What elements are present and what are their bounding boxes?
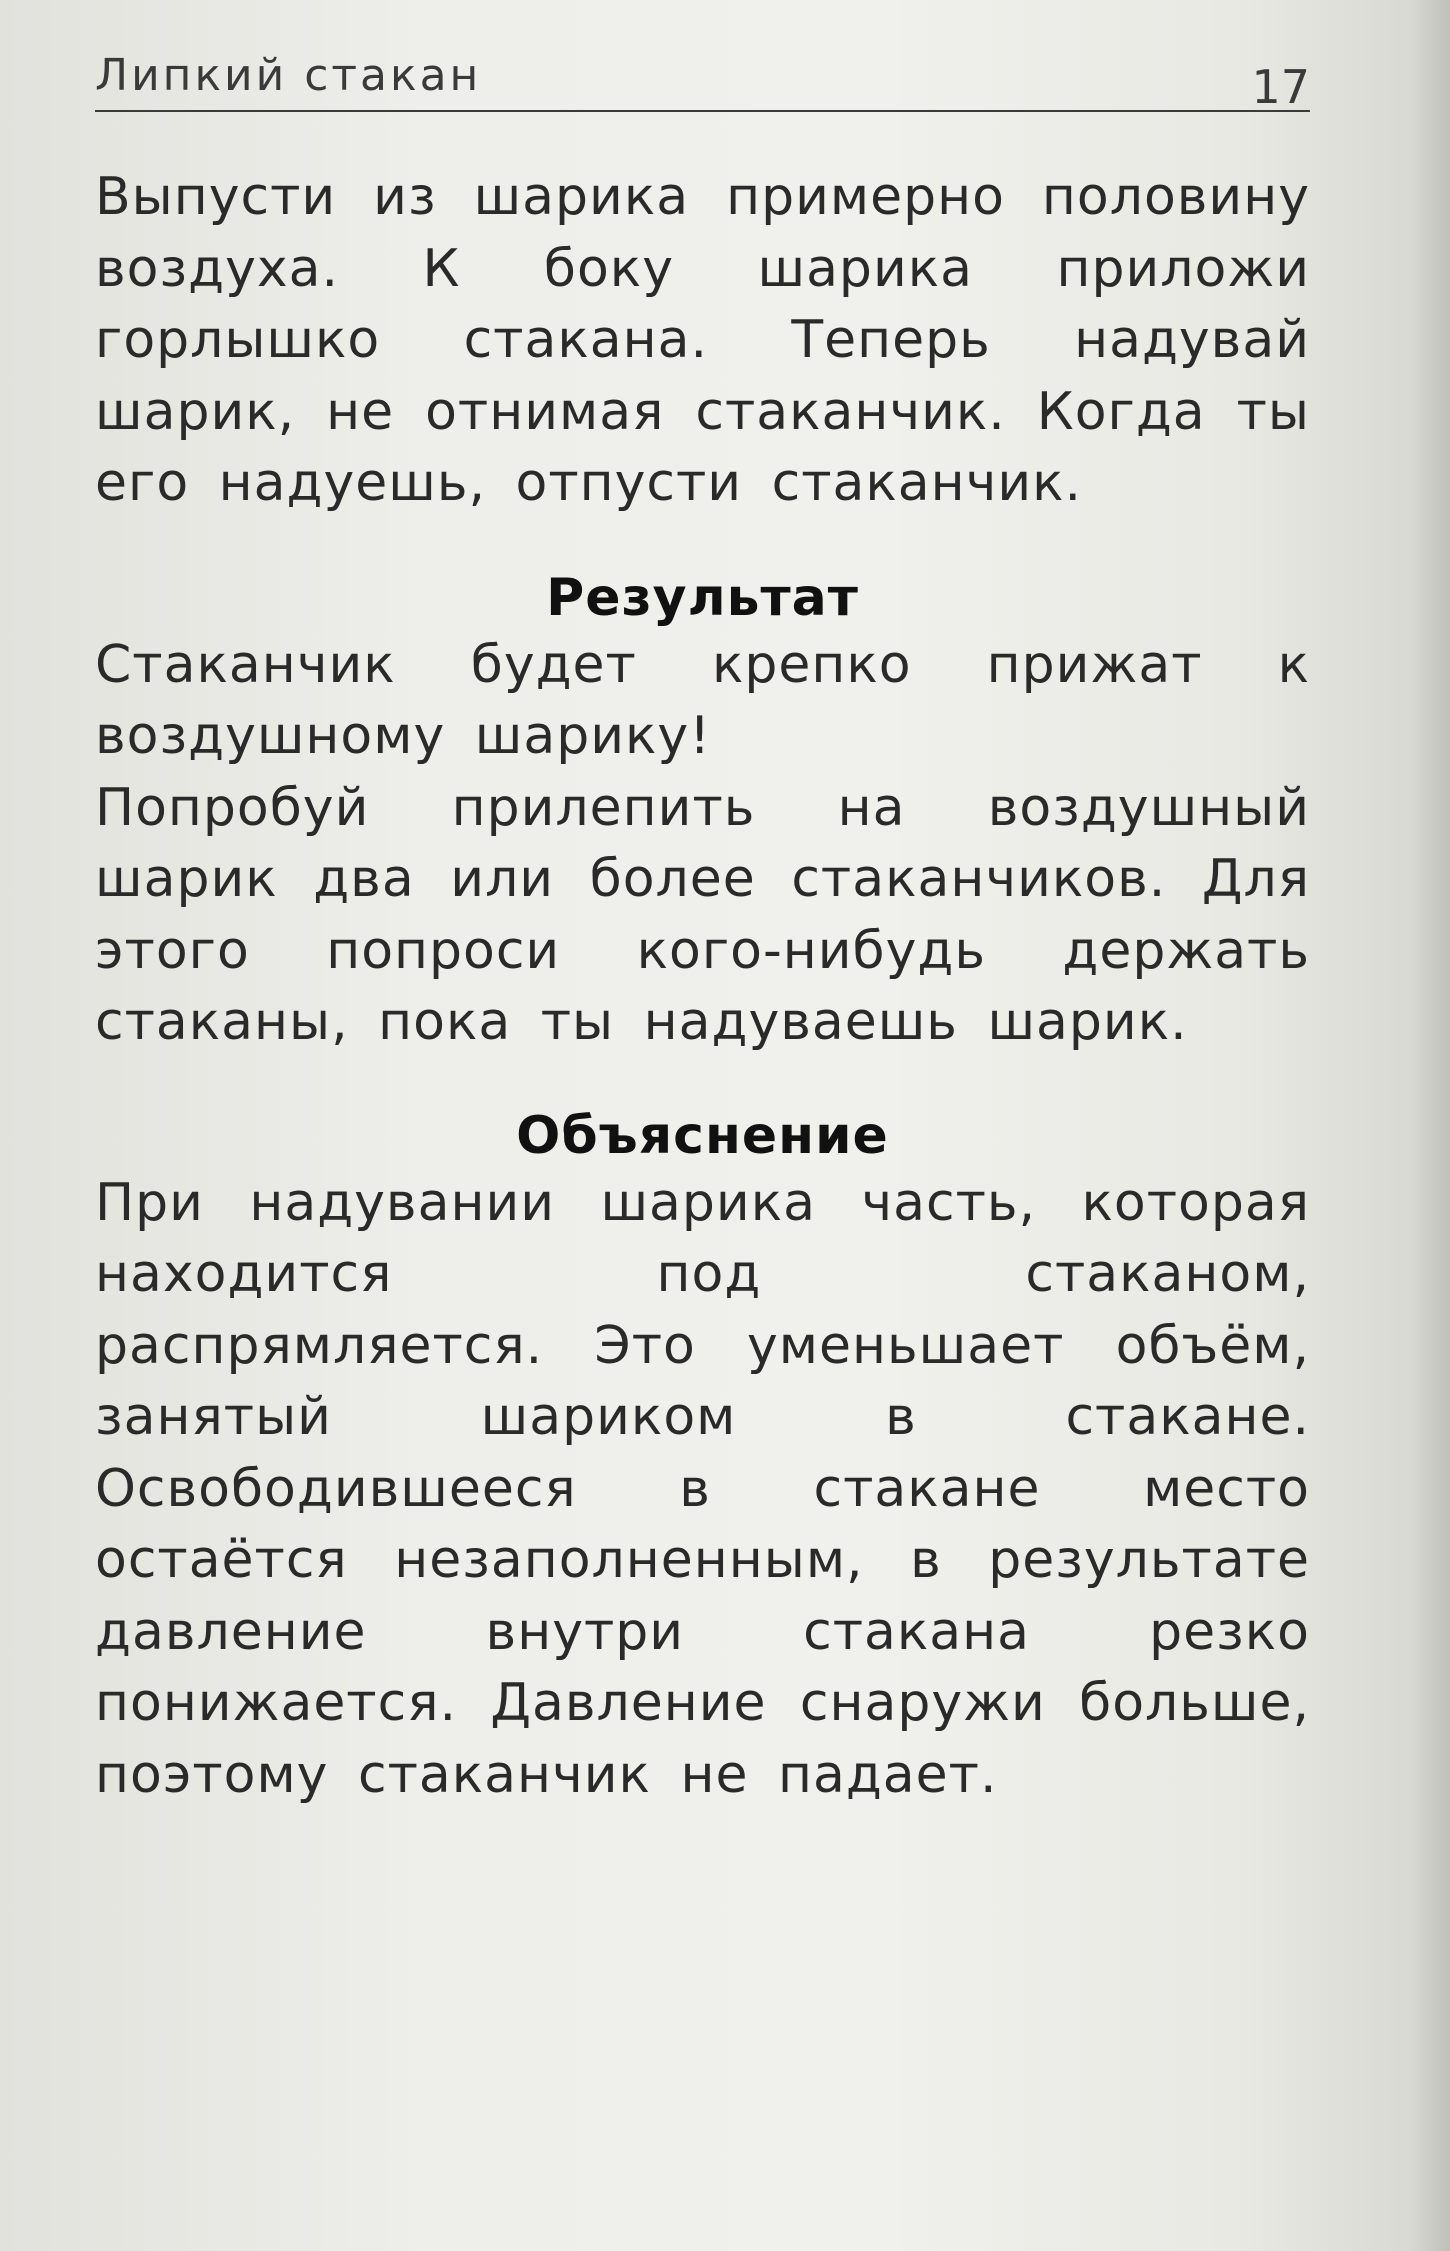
running-title: Липкий стакан — [95, 50, 482, 101]
result-paragraph-1: Стаканчик будет крепко прижат к воздушному шарику! — [95, 634, 1310, 766]
page-edge-shadow — [1410, 0, 1450, 2251]
running-header — [95, 44, 1310, 112]
result-paragraph-2: Попробуй прилепить на воздушный шарик два или более стаканчиков. Для этого попроси кого-нибудь держать стаканы, пока ты надуваешь шарик. — [95, 777, 1310, 1052]
explanation-heading: Объяснение — [516, 1105, 889, 1166]
instructions-paragraph: Выпусти из шарика примерно половину воздуха. К боку шарика приложи горлышко стакана. Теперь надувай шарик, не отнимая стаканчик. Когда ты его надуешь, отпусти стаканчик. — [95, 167, 1310, 513]
page-content — [95, 162, 1310, 1811]
explanation-paragraph: При надувании шарика часть, которая находится под стаканом, распрямляется. Это уменьшает объём, занятый шариком в стакане. Освободившееся в стакане место остаётся незаполненным, в результате давление внутри стакана резко понижается. Давление снаружи больше, поэтому стаканчик не падает. — [95, 1172, 1310, 1805]
result-heading: Результат — [546, 567, 859, 628]
page-number: 17 — [1251, 60, 1310, 114]
